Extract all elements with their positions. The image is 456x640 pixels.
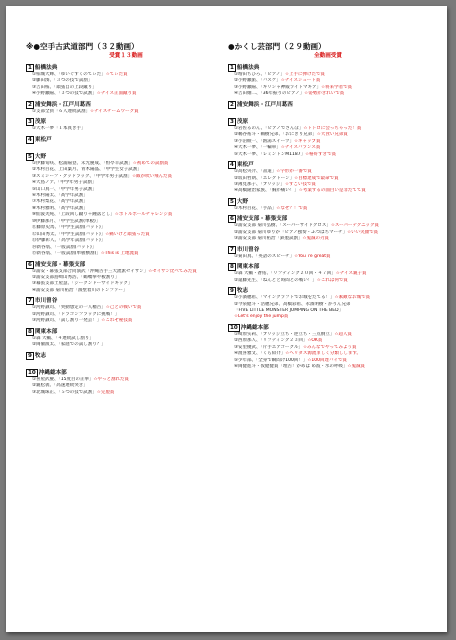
entry-row xyxy=(234,188,428,194)
entry-text: ①喜屋武慶、「15度目の正拳」 xyxy=(32,376,94,382)
branch-heading xyxy=(26,297,226,305)
branch-number: 7 xyxy=(230,246,234,253)
branch-section xyxy=(228,215,428,242)
entry-list xyxy=(32,377,226,396)
entry-text: ⑮新谷翁、「一般試割(単板横割)」 xyxy=(32,251,101,257)
entry-text: ③薄見那子、「ブリッジ」 xyxy=(234,181,285,187)
award-label: ☆痛いけど頑張った賞 xyxy=(105,231,150,237)
award-label: ☆いい笑顔で賞 xyxy=(347,229,379,235)
entry-list xyxy=(32,126,226,132)
branch-name: 大野 xyxy=(34,153,47,160)
award-label: ☆己との戦いで賞 xyxy=(105,305,142,311)
entry-text: ③吉田桜、「頑張自の上段蹴り」 xyxy=(32,84,97,90)
entry-text: ②遠藤先生、「ねんどと時間との戦い！」 xyxy=(234,277,317,283)
branch-heading xyxy=(26,261,226,269)
branch-section xyxy=(26,297,226,324)
entry-row xyxy=(234,152,428,158)
branch-number: 8 xyxy=(230,264,234,271)
entry-row xyxy=(32,342,226,348)
talent-column-title: ●かくし芸部門（２９動画） xyxy=(228,42,326,51)
branch-section xyxy=(26,261,226,295)
award-label: ☆スーパーテクニック賞 xyxy=(330,223,379,229)
award-label: ☆OK賞 xyxy=(307,338,323,344)
entry-text: ④大木一夢、「一輪車」 xyxy=(234,145,281,151)
talent-sections xyxy=(228,64,428,371)
branch-section xyxy=(228,246,428,260)
branch-name: 東松戸 xyxy=(34,136,52,143)
branch-section xyxy=(228,324,428,371)
award-label: ☆大食い兄弟賞 xyxy=(316,132,348,138)
branch-section xyxy=(228,161,428,195)
entry-text: ①柏城大輝、「ゆいぐすくのてぃだ」 xyxy=(32,72,106,77)
branch-number: 6 xyxy=(230,216,234,223)
entry-text: ②西原那人、「リフティング２３回」 xyxy=(234,338,308,344)
entry-list xyxy=(234,223,428,242)
entry-text: ⑤少年部、「全身で瞬間け100回！」 xyxy=(234,357,308,363)
entry-list xyxy=(234,254,428,260)
entry-text: ①森 大輔・蒼佑、「リフティング２０回・４７回」 xyxy=(234,271,336,277)
award-label: ☆将来学者で賞 xyxy=(321,84,353,90)
entry-text: ④浦安支部 菊川祐治「演壁着川のトンファー」 xyxy=(32,287,128,293)
entry-text: ②小野瀬旅、「バスケ」 xyxy=(234,78,281,84)
branch-number: 4 xyxy=(230,162,234,169)
branch-section xyxy=(26,64,226,98)
document-page xyxy=(6,6,447,632)
branch-name: 東松戸 xyxy=(236,162,254,169)
entry-row xyxy=(234,314,428,320)
entry-text: ⑧木村雅明、「高学年試割」 xyxy=(32,205,88,211)
entry-text: ①木村百花、「手品」 xyxy=(234,205,277,211)
entry-list xyxy=(234,206,428,212)
award-label: ☆上手に弾けたで賞 xyxy=(284,72,325,77)
entry-list xyxy=(32,109,226,115)
award-label: ☆完製賞 xyxy=(96,389,115,395)
branch-name: 関東本部 xyxy=(236,264,260,271)
branch-name: 浦安支部・幕張支部 xyxy=(34,261,86,268)
entry-row xyxy=(32,251,226,257)
entry-text: ⑥木村陽太、「高学年試割」 xyxy=(32,192,88,198)
award-label: ☆てぃだ賞 xyxy=(105,72,128,77)
entry-row xyxy=(32,91,226,97)
branch-section xyxy=(228,263,428,284)
entry-text: ③小野瀬陽、「ギリシャ神殿ライトマキア」 xyxy=(234,84,322,90)
branch-number: 7 xyxy=(28,298,32,305)
entry-list xyxy=(32,161,226,258)
award-label: ☆ナイス正面蹴り賞 xyxy=(96,91,137,97)
empty-spacer xyxy=(32,144,226,150)
entry-row xyxy=(32,390,226,396)
entry-text: ⑦木村梨花、「高学年試割」 xyxy=(32,199,88,205)
entry-text: ⑭新谷翁、「一般試割(バット)」 xyxy=(32,244,97,250)
entry-row xyxy=(32,109,226,115)
branch-number: 5 xyxy=(230,198,234,205)
branch-name: 関東本部 xyxy=(34,328,58,335)
entry-row xyxy=(32,288,226,294)
karate-sections xyxy=(26,64,226,396)
branch-name: 市川曽谷 xyxy=(236,246,260,253)
entry-list xyxy=(32,360,226,366)
award-label: ☆Let's enjoy the jump賞 xyxy=(234,314,289,320)
entry-text: ②木村百花、上田葉月、青木陽晶、「中学生女子試割」 xyxy=(32,167,142,173)
entry-text: ⑬伊藤彰人、「高学年試割(バット)」 xyxy=(32,238,106,244)
branch-section xyxy=(26,369,226,396)
entry-text: ①森 大輔、「４連続試し割り」 xyxy=(32,335,94,341)
branch-heading xyxy=(26,369,226,377)
branch-section xyxy=(228,287,428,321)
branch-heading xyxy=(228,198,428,206)
award-label: ☆セイサン比べてみた賞 xyxy=(148,268,197,274)
entry-text: ⑫山田秀太、「中学生試割(バット)」 xyxy=(32,231,106,237)
branch-heading xyxy=(228,64,428,72)
branch-section xyxy=(228,101,428,115)
karate-column-title: ※●空手古武道部門（３２動画） xyxy=(26,42,139,51)
award-label: ☆鬼滅賞 xyxy=(347,364,366,370)
award-label: ☆やっと割れた賞 xyxy=(93,376,130,382)
entry-row xyxy=(234,206,428,212)
talent-column xyxy=(228,42,428,374)
branch-section xyxy=(26,118,226,132)
entry-text: ①小濱穂希、「マインクラフトでお城をたてる！」 xyxy=(234,295,335,301)
branch-number: 10 xyxy=(28,369,36,376)
award-label: ☆ボトルボールチャレンジ賞 xyxy=(114,212,173,218)
branch-number: 1 xyxy=(28,65,32,71)
award-label: ☆鬼滅の刃賞 xyxy=(302,236,330,242)
entry-row xyxy=(32,126,226,132)
entry-text: ②親松義、「高速連続突き」 xyxy=(32,383,88,389)
branch-number: 9 xyxy=(230,288,234,295)
entry-text: 「FIVE LITTLE MONSTER JUMPING ON THE BED」 xyxy=(234,307,344,313)
entry-list xyxy=(32,305,226,324)
branch-section xyxy=(26,101,226,115)
branch-heading xyxy=(228,215,428,223)
branch-number: 6 xyxy=(28,261,32,268)
entry-text: ①浦安・幕張支部合同演武「沖縄古手三大流派セイサン」 xyxy=(32,268,149,274)
award-label: ☆考案するの面白い是非たてて賞 xyxy=(298,188,366,194)
entry-text: ①増田ちひろ、「ピアノ」 xyxy=(234,72,285,77)
branch-heading xyxy=(26,328,226,336)
award-label: ☆格好すぎで賞 xyxy=(305,151,337,157)
branch-name: 浦安支部・幕張支部 xyxy=(236,216,288,223)
award-label: ☆これぞ秘技賞 xyxy=(101,318,133,324)
branch-name: 船橋法典 xyxy=(34,65,58,71)
branch-section xyxy=(26,136,226,150)
entry-row xyxy=(234,278,428,284)
branch-name: 船橋法典 xyxy=(236,65,260,71)
entry-list xyxy=(32,144,226,150)
branch-name: 浦安舞浜・江戸川葛西 xyxy=(34,101,91,108)
entry-text: ②浦安支部島崎山秀浩、「鶴嘴拳や板割り」 xyxy=(32,274,120,280)
entry-text: ③河野誠司、「試し割り一発芸！」 xyxy=(32,318,102,324)
branch-number: 2 xyxy=(230,101,234,108)
branch-section xyxy=(228,64,428,98)
entry-text: ④高橋隆治家族、「胸が痛い！」 xyxy=(234,188,299,194)
branch-heading xyxy=(26,153,226,161)
talent-award-count: 全動画受賞 xyxy=(314,53,342,59)
entry-text: ③浦安支部 菊川祐治「鉄製試割」 xyxy=(234,236,303,242)
entry-text: ①岩佐るのん、「ピアノでさんぽ」 xyxy=(234,125,304,131)
award-label: ☆初めての試割賞 xyxy=(132,160,169,166)
award-label: ☆字形が一番で賞 xyxy=(276,169,312,175)
award-label: ☆ナイスバランス賞 xyxy=(280,145,321,151)
branch-heading xyxy=(228,161,428,169)
award-label: ☆100回達バイで賞 xyxy=(307,357,347,363)
branch-number: 1 xyxy=(230,65,234,71)
entry-text: ①高松央介、「書道」 xyxy=(234,169,277,175)
entry-text: ⑤大木一夢、「レミントンM1187」 xyxy=(234,151,306,157)
entry-text: ④渡喜雅文、「くら紹介」 xyxy=(234,351,286,357)
empty-spacer xyxy=(32,360,226,366)
entry-list xyxy=(32,336,226,349)
entry-text: ①菊田真、「英語のスピーチ」 xyxy=(234,253,295,259)
branch-heading xyxy=(26,101,226,109)
entry-row xyxy=(32,318,226,324)
award-label: ☆ヘリダス源流ましく分類しします。 xyxy=(285,351,361,357)
entry-text: ②岡徹演太、「家庭での試し割り？」 xyxy=(32,342,106,348)
branch-section xyxy=(26,352,226,366)
entry-list xyxy=(234,109,428,115)
award-label: ☆なぜ？！で賞 xyxy=(276,205,308,211)
branch-name: 沖縄総本部 xyxy=(38,369,67,376)
entry-text: ④小野瀬陽、「３つの技で試割」 xyxy=(32,91,97,97)
award-label: ☆これは何で賞 xyxy=(316,277,348,283)
entry-text: ①河野誠司、「突動想定の一人稽古」 xyxy=(32,305,106,311)
entry-list xyxy=(234,295,428,321)
entry-row xyxy=(234,254,428,260)
entry-text: ①浦安支部 菊川弘樹、「スーパーサイドクロス」 xyxy=(234,223,331,229)
award-label: ☆This is 上地流賞 xyxy=(100,251,139,257)
branch-heading xyxy=(26,118,226,126)
branch-section xyxy=(26,153,226,258)
branch-name: 大野 xyxy=(236,198,249,205)
branch-heading xyxy=(228,263,428,271)
award-label: ☆姿勢がきれいで賞 xyxy=(304,91,345,97)
entry-text: ①支部全員「６人連続試割」 xyxy=(32,108,91,114)
entry-list xyxy=(32,72,226,98)
branch-heading xyxy=(228,118,428,126)
branch-section xyxy=(228,198,428,212)
branch-heading xyxy=(26,136,226,144)
branch-heading xyxy=(26,352,226,360)
entry-text: ②今泉健斗・浩穂兄弟、高橋彩希、永濱明樹・かりん兄弟 xyxy=(234,301,351,307)
entry-list xyxy=(234,271,428,284)
entry-text: ②藤田湊、「３つの技で試割」 xyxy=(32,78,93,84)
branch-name: 沖縄総本部 xyxy=(240,324,269,331)
entry-text: ②河野誠司、「ドラゴンフラックに挑戦！」 xyxy=(32,311,120,317)
branch-number: 3 xyxy=(230,118,234,125)
entry-text: ⑤山口真一、「中学年男子試割」 xyxy=(32,186,97,192)
branch-name: 茂原 xyxy=(236,118,249,125)
branch-number: 5 xyxy=(28,153,32,160)
branch-name: 牧志 xyxy=(236,288,249,295)
entry-text: ④大島ノア、「中学年男子試割」 xyxy=(32,180,97,186)
branch-heading xyxy=(26,64,226,72)
branch-number: 4 xyxy=(28,136,32,143)
branch-heading xyxy=(228,246,428,254)
branch-name: 牧志 xyxy=(34,352,47,359)
entry-text: ⑩伊藤那月、「中学生試割(単板)」 xyxy=(32,218,101,224)
entry-text: ②坂田哲朗、「エレクトーン」 xyxy=(234,175,295,181)
branch-heading xyxy=(228,324,428,332)
entry-text: ⑨仙波芙純、「上段回し蹴り＋踵落とし」 xyxy=(32,212,115,218)
branch-number: 8 xyxy=(28,328,32,335)
award-label: ☆ナイス親子賞 xyxy=(335,271,367,277)
entry-text: ⑪藤原史馬、「中学生試割(バット)」 xyxy=(32,225,106,231)
award-label: ☆素敵なお城で賞 xyxy=(334,295,371,301)
entry-text: ③スミシーフ・グッドラック、「中学年男子試割」 xyxy=(32,173,133,179)
award-label: ☆ナイスシュート賞 xyxy=(280,78,321,84)
karate-award-count: 受賞１３動画 xyxy=(109,53,143,59)
entry-list xyxy=(234,126,428,158)
award-label: ☆You`re great賞 xyxy=(294,253,331,259)
branch-name: 市川曽谷 xyxy=(34,298,58,305)
branch-number: 2 xyxy=(28,101,32,108)
entry-text: ③安里優武、「片手エアゴーグル」 xyxy=(234,344,303,350)
empty-spacer xyxy=(234,109,428,115)
branch-number: 10 xyxy=(230,324,238,331)
award-label: ☆すごい技で賞 xyxy=(284,181,316,187)
award-label: ☆飯が吹い飛んだ賞 xyxy=(132,173,173,179)
entry-text: ③小沼綾一、「熱湯スイーツ」 xyxy=(234,138,295,144)
entry-text: ②鵜谷祐斗・鵜樹兄弟、「おにぎり兄弟」 xyxy=(234,132,317,138)
entry-text: ①伊藤旬咲、松浦陽登、未光慶成、「恒亭羊試割」 xyxy=(32,160,133,166)
entry-text: ③幕張支部土屋慧、「ジークンドーサイドキック」 xyxy=(32,281,133,287)
entry-text: ⑥岡健進斗・仮健健賞「埋古！かめは め波・水の呼吸」 xyxy=(234,364,348,370)
entry-row xyxy=(234,364,428,370)
branch-name: 茂原 xyxy=(34,119,47,126)
entry-list xyxy=(234,332,428,371)
branch-heading xyxy=(228,287,428,295)
branch-section xyxy=(26,328,226,349)
award-label: ☆目標達成で最命で賞 xyxy=(294,175,339,181)
entry-text: ①崎原实莉、「ブリッジ立ち・逆立ち・三点倒立」 xyxy=(234,331,335,337)
entry-row xyxy=(234,236,428,242)
award-label: ☆みんなでやってみよう賞 xyxy=(302,344,357,350)
award-label: ☆超人賞 xyxy=(334,331,352,337)
entry-text: ③北城珠正、「５つの技で試割」 xyxy=(32,389,97,395)
entry-text: ④吉田紬二、「36年振りのピアノ」 xyxy=(234,91,305,97)
branch-number: 9 xyxy=(28,352,32,359)
award-label: ☆トトロに会っちゃった！賞 xyxy=(303,125,362,131)
entry-text: ①大木一夢「１本貫き手」 xyxy=(32,126,86,132)
award-label: ☆ナイスチームワーク賞 xyxy=(90,108,139,114)
award-label: ☆ギャップ賞 xyxy=(294,138,321,144)
entry-list xyxy=(234,169,428,195)
entry-text: ②浦安支部 菊川ゆりか「ピアノ独奏・ふつばちマーチ」 xyxy=(234,229,348,235)
entry-list xyxy=(32,269,226,295)
branch-name: 浦安舞浜・江戸川葛西 xyxy=(236,101,293,108)
branch-heading xyxy=(228,101,428,109)
entry-row xyxy=(234,91,428,97)
entry-list xyxy=(234,72,428,98)
branch-section xyxy=(228,118,428,158)
karate-column xyxy=(26,42,226,399)
branch-number: 3 xyxy=(28,119,32,126)
